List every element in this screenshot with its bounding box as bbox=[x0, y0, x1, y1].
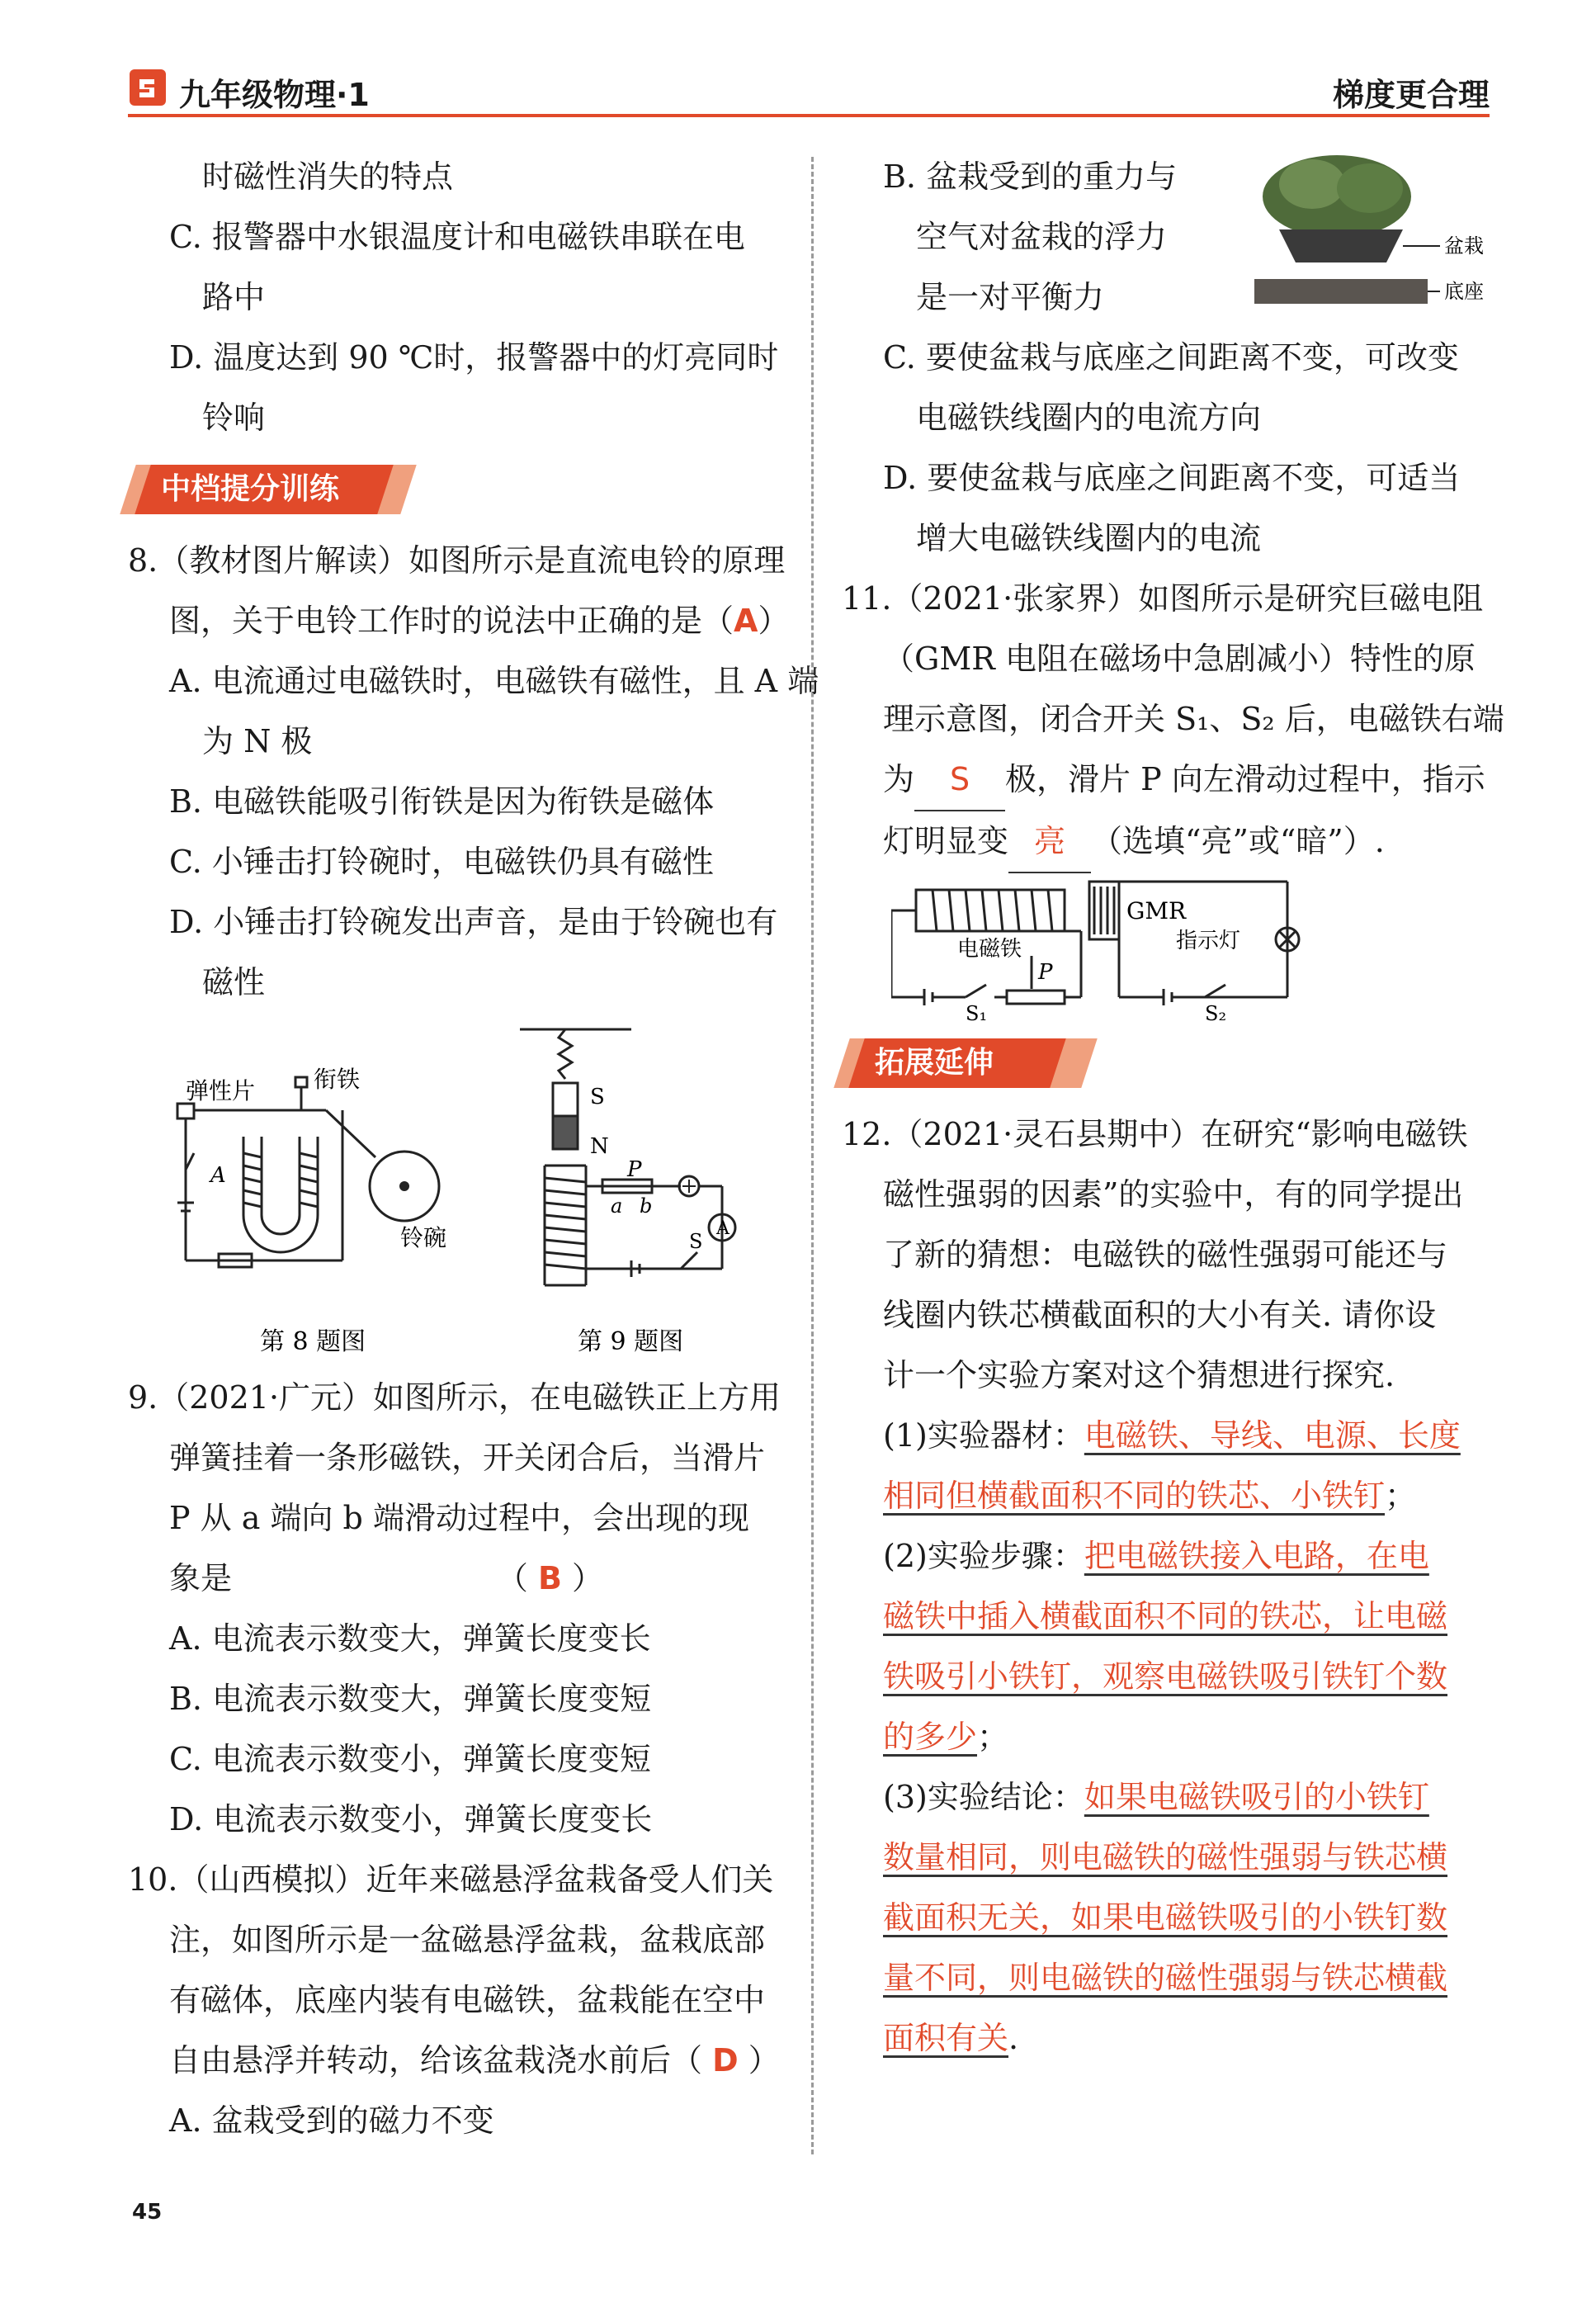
q7-option-d: D. 温度达到 90 ℃时，报警器中的灯亮同时 bbox=[169, 339, 779, 376]
column-divider bbox=[811, 157, 814, 2154]
q9-stem: 9.（2021·广元）如图所示，在电磁铁正上方用 bbox=[128, 1379, 781, 1416]
q10-stem-3: 有磁体，底座内装有电磁铁，盆栽能在空中 bbox=[169, 1982, 766, 2018]
q12-stem-3: 了新的猜想：电磁铁的磁性强弱可能还与 bbox=[883, 1237, 1448, 1273]
q10-option-b-block bbox=[842, 147, 1494, 328]
page-header bbox=[128, 68, 1490, 117]
section-header-extension: 拓展延伸 bbox=[842, 1030, 1494, 1098]
q8-option-a: A. 电流通过电磁铁时，电磁铁有磁性，且 A 端 bbox=[169, 663, 819, 699]
fig9-slider-p: P bbox=[627, 1157, 642, 1182]
q9-answer: B bbox=[537, 1560, 562, 1596]
q7-option-c: C. 报警器中水银温度计和电磁铁串联在电 bbox=[169, 219, 745, 255]
fig9-end-b: b bbox=[640, 1194, 653, 1218]
q10-option-a: A. 盆栽受到的磁力不变 bbox=[169, 2102, 494, 2139]
left-column bbox=[128, 147, 819, 2151]
fig8-bell-label: 铃碗 bbox=[400, 1224, 447, 1251]
q10-option-b-cont2: 是一对平衡力 bbox=[916, 279, 1105, 315]
q10-stem-2: 注，如图所示是一盆磁悬浮盆栽，盆栽底部 bbox=[169, 1922, 766, 1958]
fig10-base-label: 底座 bbox=[1444, 280, 1484, 303]
q11-stem-2: （GMR 电阻在磁场中急剧减小）特性的原 bbox=[883, 641, 1476, 677]
q9-option-c: C. 电流表示数变小，弹簧长度变短 bbox=[169, 1741, 651, 1777]
q7-option-c-cont: 路中 bbox=[202, 279, 266, 315]
fig9-end-a: a bbox=[611, 1194, 623, 1218]
q8-option-a-cont: 为 N 极 bbox=[202, 723, 313, 759]
q12-part1-answer: 电磁铁、导线、电源、长度 bbox=[1084, 1417, 1461, 1454]
fig8-spring-label: 弹性片 bbox=[186, 1077, 256, 1104]
q10-option-b: B. 盆栽受到的重力与 bbox=[883, 158, 1178, 195]
header-slogan: 梯度更合理 bbox=[1332, 77, 1490, 113]
q12-part2-cont: 磁铁中插入横截面积不同的铁芯，让电磁 bbox=[883, 1598, 1448, 1634]
q9-option-a: A. 电流表示数变大，弹簧长度变长 bbox=[169, 1620, 651, 1657]
figure-11-container bbox=[842, 873, 1494, 1022]
q12-part1-cont: 相同但横截面积不同的铁芯、小铁钉； bbox=[883, 1478, 1417, 1514]
q12-part3-cont4: 面积有关. bbox=[883, 2020, 1019, 2056]
q11-stem-5: 灯明显变 亮 （选填“亮”或“暗”）. bbox=[842, 811, 1494, 873]
fig11-switch-s2: S₂ bbox=[1205, 1002, 1227, 1022]
q12-part2-cont2: 铁吸引小铁钉，观察电磁铁吸引铁钉个数 bbox=[883, 1658, 1448, 1695]
q10-option-d-cont: 增大电磁铁线圈内的电流 bbox=[916, 520, 1262, 556]
q12-part3: (3)实验结论：如果电磁铁吸引的小铁钉 bbox=[883, 1779, 1429, 1815]
book-series-title: 九年级物理·1 bbox=[179, 77, 370, 113]
q9-option-d: D. 电流表示数变小，弹簧长度变长 bbox=[169, 1801, 653, 1837]
fig11-switch-s1: S₁ bbox=[966, 1002, 988, 1022]
q12-part2-cont3: 的多少； bbox=[883, 1719, 1009, 1755]
q10-option-b-cont: 空气对盆栽的浮力 bbox=[916, 219, 1168, 255]
q11-stem-3: 理示意图，闭合开关 S₁、S₂ 后，电磁铁右端 bbox=[883, 701, 1504, 737]
right-column bbox=[842, 147, 1504, 2069]
publisher-logo-icon bbox=[128, 68, 168, 107]
q12-part2-answer: 把电磁铁接入电路，在电 bbox=[1084, 1538, 1429, 1574]
page-number: 45 bbox=[132, 2200, 163, 2225]
q10-option-c-cont: 电磁铁线圈内的电流方向 bbox=[916, 400, 1262, 436]
fig9-s-pole: S bbox=[590, 1085, 605, 1109]
q10-option-d: D. 要使盆栽与底座之间距离不变，可适当 bbox=[883, 460, 1461, 496]
q12-part3-answer: 如果电磁铁吸引的小铁钉 bbox=[1084, 1779, 1429, 1815]
fig9-switch: S bbox=[689, 1230, 703, 1253]
fig11-lamp-label: 指示灯 bbox=[1176, 929, 1241, 953]
q11-blank-2: 亮 bbox=[1034, 823, 1066, 859]
q8-answer: A bbox=[734, 603, 758, 639]
fig9-caption: 第 9 题图 bbox=[578, 1327, 684, 1356]
fig11-slider-p: P bbox=[1038, 960, 1053, 985]
q12-part3-cont3: 量不同，则电磁铁的磁性强弱与铁芯横截 bbox=[883, 1960, 1448, 1996]
q9-stem-4: 象是 （ B ） bbox=[169, 1560, 604, 1596]
fig11-magnet-label: 电磁铁 bbox=[957, 937, 1022, 962]
q10-stem: 10.（山西模拟）近年来磁悬浮盆栽备受人们关 bbox=[128, 1861, 774, 1898]
q9-stem-3: P 从 a 端向 b 端滑动过程中，会出现的现 bbox=[169, 1500, 749, 1536]
q7-option-d-cont: 铃响 bbox=[202, 400, 266, 436]
figure-10-bonsai bbox=[1246, 147, 1527, 320]
q12-part3-cont2: 截面积无关，如果电磁铁吸引的小铁钉数 bbox=[883, 1899, 1448, 1936]
q11-stem-4: 为 S 极，滑片 P 向左滑动过程中，指示 bbox=[842, 750, 1494, 811]
q11-blank-1: S bbox=[949, 761, 970, 797]
q12-stem: 12.（2021·灵石县期中）在研究“影响电磁铁 bbox=[842, 1116, 1468, 1152]
q12-stem-4: 线圈内铁芯横截面积的大小有关. 请你设 bbox=[883, 1297, 1437, 1333]
q10-option-c: C. 要使盆栽与底座之间距离不变，可改变 bbox=[883, 339, 1459, 376]
figure-11-gmr-circuit bbox=[891, 873, 1353, 1022]
fig9-n-pole: N bbox=[590, 1134, 609, 1159]
figures-8-9 bbox=[128, 1013, 788, 1368]
q12-part1: (1)实验器材：电磁铁、导线、电源、长度 bbox=[883, 1417, 1461, 1454]
fig9-ammeter: A bbox=[716, 1218, 730, 1239]
fig10-pot-label: 盆栽 bbox=[1444, 234, 1484, 258]
q12-stem-2: 磁性强弱的因素”的实验中，有的同学提出 bbox=[883, 1176, 1464, 1213]
q12-stem-5: 计一个实验方案对这个猜想进行探究. bbox=[883, 1357, 1395, 1393]
q9-option-b: B. 电流表示数变大，弹簧长度变短 bbox=[169, 1681, 652, 1717]
section-header-medium: 中档提分训练 bbox=[128, 456, 788, 524]
fig8-end-a: A bbox=[210, 1163, 226, 1188]
q8-option-d-cont: 磁性 bbox=[202, 964, 266, 1000]
header-rule bbox=[128, 114, 1490, 117]
fig8-caption: 第 8 题图 bbox=[260, 1327, 366, 1356]
q12-part2: (2)实验步骤：把电磁铁接入电路，在电 bbox=[883, 1538, 1429, 1574]
q10-stem-4: 自由悬浮并转动，给该盆栽浇水前后（ D ） bbox=[169, 2042, 780, 2078]
q8-option-c: C. 小锤击打铃碗时，电磁铁仍具有磁性 bbox=[169, 844, 714, 880]
q9-stem-2: 弹簧挂着一条形磁铁，开关闭合后，当滑片 bbox=[169, 1440, 766, 1476]
q8-option-b: B. 电磁铁能吸引衔铁是因为衔铁是磁体 bbox=[169, 783, 715, 820]
q11-stem: 11.（2021·张家界）如图所示是研究巨磁电阻 bbox=[842, 580, 1484, 617]
fig8-armature-label: 衔铁 bbox=[314, 1066, 361, 1093]
q12-part3-cont: 数量相同，则电磁铁的磁性强弱与铁芯横 bbox=[883, 1839, 1448, 1875]
q8-stem: 8.（教材图片解读）如图所示是直流电铃的原理 bbox=[128, 542, 786, 579]
fig11-gmr-label: GMR bbox=[1126, 897, 1187, 925]
q8-stem-cont: 图，关于电铃工作时的说法中正确的是（A） bbox=[169, 603, 790, 639]
q7-continuation: 时磁性消失的特点 bbox=[202, 158, 454, 195]
q8-option-d: D. 小锤击打铃碗发出声音，是由于铃碗也有 bbox=[169, 904, 778, 940]
figure-8-bell-circuit bbox=[128, 1013, 788, 1368]
q10-answer: D bbox=[712, 2042, 739, 2078]
